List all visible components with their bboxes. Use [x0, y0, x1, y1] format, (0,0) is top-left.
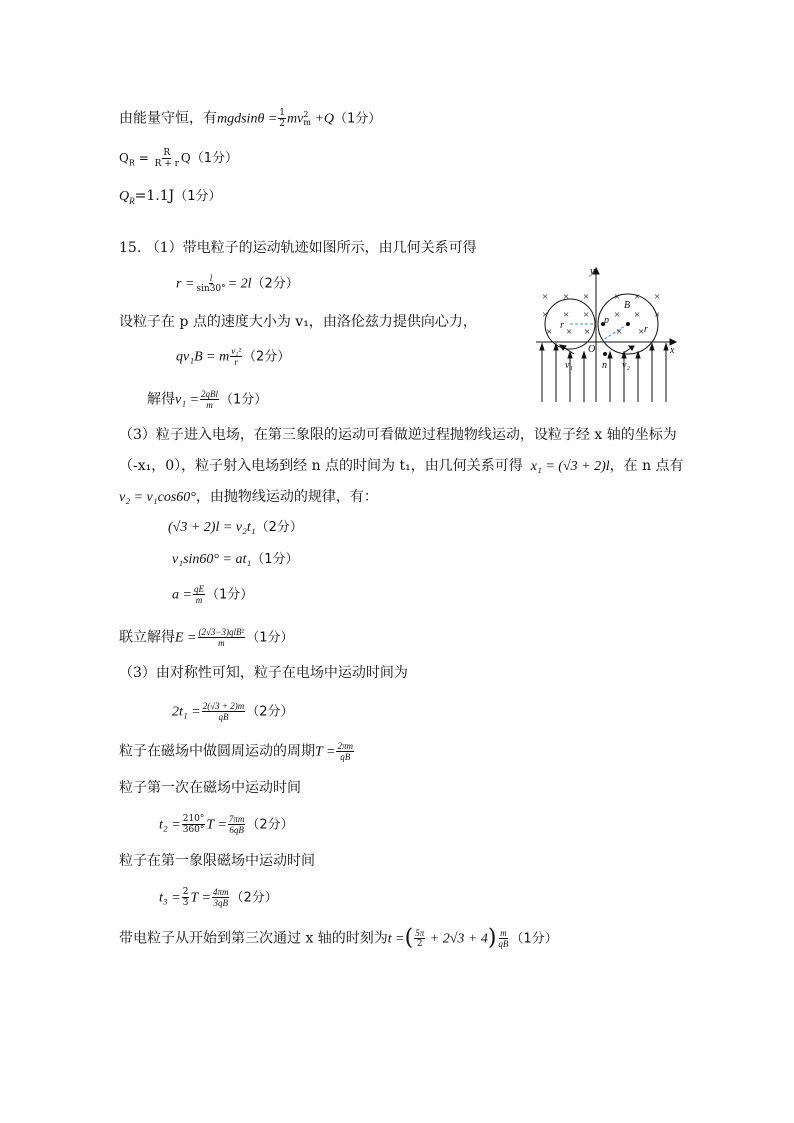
label-p: p — [604, 315, 609, 326]
velocity-equation: v₁sin60° = at₁（1分） — [172, 552, 299, 567]
energy-prefix: 由能量守恒，有 — [119, 110, 217, 127]
radius-equation: r = $\frac{l}{\sin 30^\circ}$ = 2l（2分） — [176, 273, 299, 294]
period-equation: 粒子在磁场中做圆周运动的周期T = $\frac{2\pi m}{qB}$ — [119, 741, 353, 762]
label-r-left: r — [560, 320, 564, 331]
distance-equation: (√3 + 2)l = v₂t₁（2分） — [168, 520, 303, 535]
svg-text:×: × — [546, 326, 553, 338]
v1-frac: $\frac{\text{2qBl}}{m}$ — [201, 389, 219, 410]
svg-text:×: × — [634, 291, 641, 303]
point-n — [604, 353, 607, 356]
part3b-intro: （3）由对称性可知，粒子在电场中运动时间为 — [119, 665, 408, 681]
qr-frac: $\frac{R}{R + r}$ — [154, 148, 179, 169]
t3-equation: t₃ = $\frac{2}{3}$ T = $\frac{4\pi m}{3qB}$ （2分） — [159, 887, 278, 908]
label-b: B — [624, 300, 631, 311]
lorentz-frac: $\frac{\text{v₁²}}{r}$ — [231, 346, 242, 367]
energy-frac: $\frac{1}{2}$ — [279, 108, 286, 129]
label-origin: O — [588, 344, 596, 355]
qr-equation: $Q_R$ = $\frac{R}{R + r}$ Q（1分） — [119, 148, 239, 169]
svg-text:×: × — [634, 309, 641, 321]
velocity-sentence: 设粒子在 p 点的速度大小为 v₁，由洛伦兹力提供向心力， — [119, 314, 477, 330]
qr-value: $Q_R=1.1J(1$分） — [119, 188, 222, 206]
svg-text:×: × — [614, 309, 621, 321]
svg-text:×: × — [563, 291, 570, 303]
label-r-right: r — [644, 324, 648, 335]
svg-text:×: × — [542, 309, 549, 321]
q15-intro: 15. （1）带电粒子的运动轨迹如图所示，由几何关系可得 — [119, 240, 477, 256]
svg-text:×: × — [583, 291, 590, 303]
svg-text:×: × — [542, 291, 549, 303]
energy-equation: 由能量守恒，有mgdsinθ = $\frac{1}{2}$ mv 2 m +Q（1分） — [119, 108, 382, 129]
solve-e: 联立解得E = $\frac{\text{(2√3−3)qlB²}}{m}$ （1分） — [119, 627, 294, 648]
svg-text:×: × — [614, 291, 621, 303]
svg-text:×: × — [638, 326, 645, 338]
final-answer: 带电粒子从开始到第三次通过 x 轴的时刻为t =( $\frac{5\pi}{2}$ + 2√3 + 4) $\frac{m}{qB}$ （1分） — [119, 925, 558, 951]
center-dot — [627, 323, 630, 326]
label-v1: v₁ — [565, 360, 573, 371]
label-v2: v₂ — [622, 360, 630, 371]
svg-text:×: × — [654, 291, 661, 303]
label-n: n — [602, 360, 607, 371]
part3-line3: v₂ = v₁cos60°，由抛物线运动的规律，有： — [119, 489, 378, 505]
first-time-intro: 粒子第一次在磁场中运动时间 — [119, 780, 301, 796]
label-x: x — [670, 345, 675, 356]
svg-text:×: × — [563, 309, 570, 321]
t2-equation: t₂ = $\frac{210^\circ}{360^\circ}$ T = $\frac{7\pi m}{6qB}$ （2分） — [159, 814, 294, 835]
part3-line1: （3）粒子进入电场，在第三象限的运动可看做逆过程抛物线运动，设粒子经 x 轴的坐标为 — [119, 427, 677, 443]
solve-v1: 解得v₁ = $\frac{\text{2qBl}}{m}$ （1分） — [147, 389, 268, 410]
svg-text:×: × — [616, 326, 623, 338]
svg-text:×: × — [654, 309, 661, 321]
svg-text:×: × — [584, 326, 591, 338]
energy-eq-a: mgdsinθ = — [217, 111, 278, 127]
lorentz-equation: qv₁B = m $\frac{\text{v₁²}}{r}$ （2分） — [176, 346, 291, 367]
svg-text:×: × — [583, 309, 590, 321]
label-y: y — [590, 266, 595, 277]
svg-text:×: × — [566, 326, 573, 338]
t1-equation: 2t₁ = $\frac{2(√3 + 2)m}{qB}$ （2分） — [172, 701, 294, 722]
part3-line2: （-x₁，0），粒子射入电场到经 n 点的时间为 t₁，由几何关系可得 x₁ = (√3 + 2)l，在 n 点有 — [119, 458, 684, 474]
acceleration-equation: a = $\frac{qE}{m}$ （1分） — [172, 584, 254, 605]
first-quadrant-intro: 粒子在第一象限磁场中运动时间 — [119, 853, 315, 869]
trajectory-figure — [530, 262, 682, 406]
radius-frac: $\frac{l}{\sin 30^\circ}$ — [196, 273, 226, 294]
